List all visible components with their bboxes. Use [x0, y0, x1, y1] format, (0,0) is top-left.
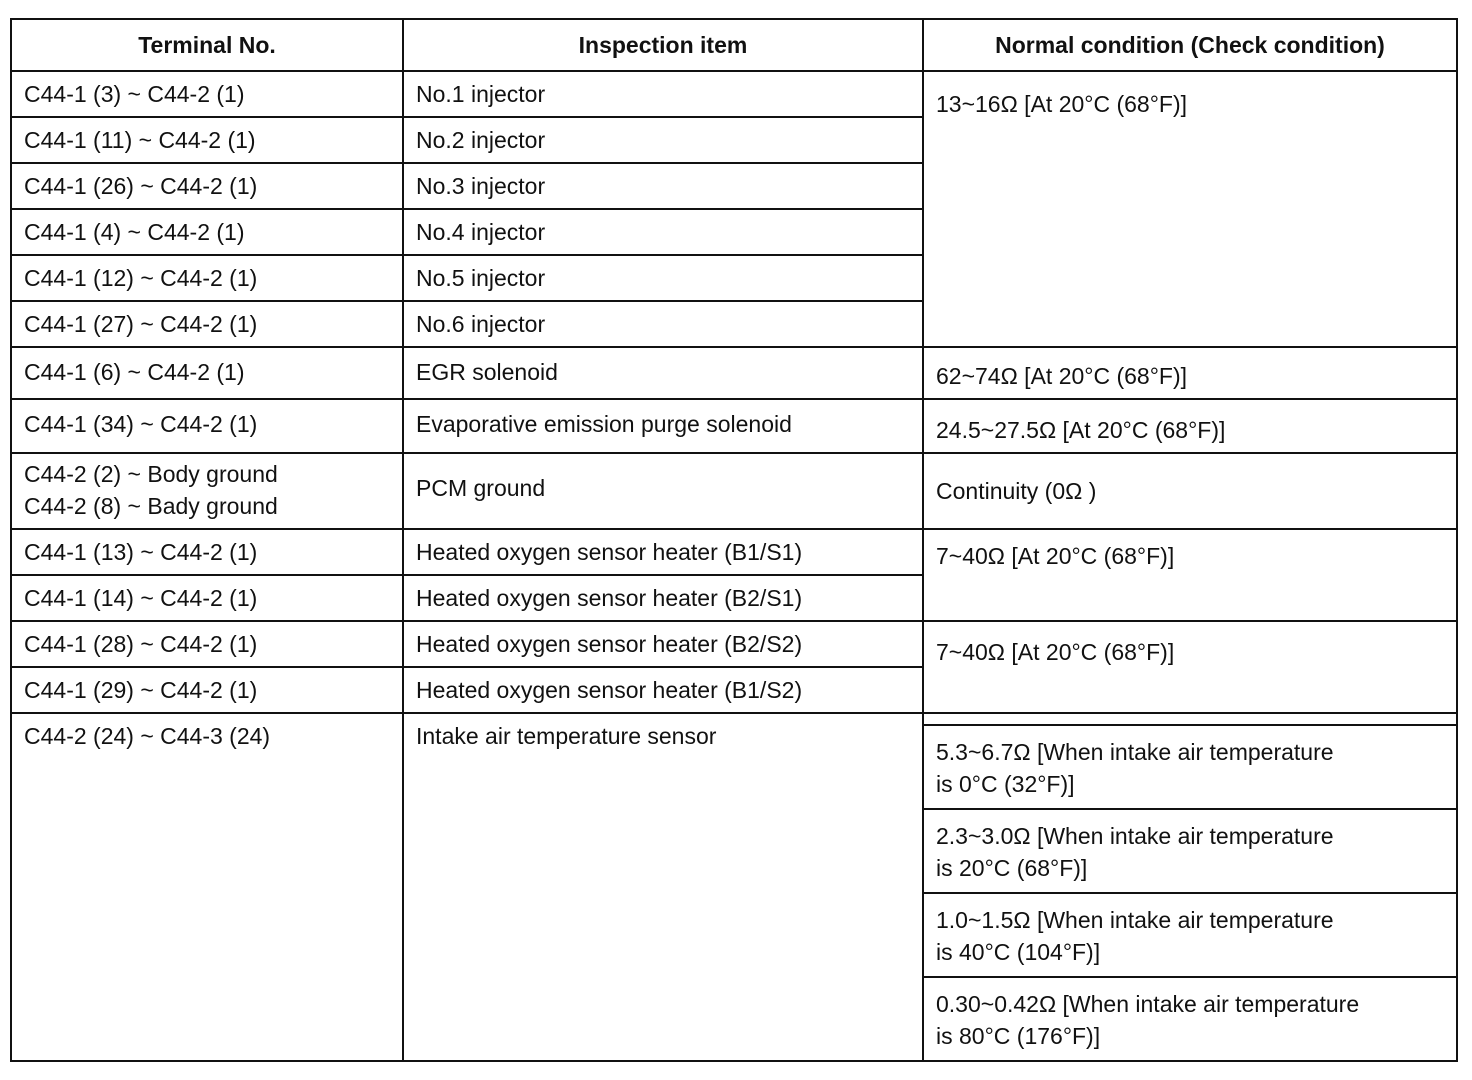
condition-line: is 20°C (68°F)] [936, 855, 1088, 881]
terminal-cell: C44-1 (14) ~ C44-2 (1) [11, 575, 403, 621]
header-terminal: Terminal No. [11, 19, 403, 71]
table-row [11, 713, 1457, 1061]
table-row [11, 453, 1457, 529]
terminal-cell: C44-1 (3) ~ C44-2 (1) [11, 71, 403, 117]
terminal-cell: C44-1 (13) ~ C44-2 (1) [11, 529, 403, 575]
item-cell: Heated oxygen sensor heater (B2/S2) [403, 621, 923, 667]
header-condition: Normal condition (Check condition) [923, 19, 1457, 71]
item-cell: Evaporative emission purge solenoid [403, 399, 923, 453]
header-row [11, 19, 1457, 71]
table-row [11, 621, 1457, 667]
condition-line: 5.3~6.7Ω [When intake air temperature [936, 739, 1334, 765]
table-row [11, 399, 1457, 453]
item-cell: No.4 injector [403, 209, 923, 255]
inspection-table-container [10, 18, 1456, 1062]
terminal-cell: C44-1 (26) ~ C44-2 (1) [11, 163, 403, 209]
terminal-cell: C44-1 (27) ~ C44-2 (1) [11, 301, 403, 347]
terminal-cell [11, 453, 403, 529]
inspection-table [10, 18, 1458, 1062]
item-cell: Heated oxygen sensor heater (B1/S1) [403, 529, 923, 575]
condition-line: is 0°C (32°F)] [936, 771, 1075, 797]
terminal-cell: C44-1 (28) ~ C44-2 (1) [11, 621, 403, 667]
condition-cell: 13~16Ω [At 20°C (68°F)] [923, 71, 1457, 347]
terminal-line: C44-2 (8) ~ Bady ground [24, 493, 278, 519]
condition-line: 1.0~1.5Ω [When intake air temperature [936, 907, 1334, 933]
condition-line: 2.3~3.0Ω [When intake air temperature [936, 823, 1334, 849]
terminal-line: C44-2 (2) ~ Body ground [24, 461, 278, 487]
condition-stack [923, 713, 1457, 1061]
terminal-cell: C44-1 (4) ~ C44-2 (1) [11, 209, 403, 255]
item-cell: Heated oxygen sensor heater (B2/S1) [403, 575, 923, 621]
condition-line: is 80°C (176°F)] [936, 1023, 1101, 1049]
item-cell: No.5 injector [403, 255, 923, 301]
condition-cell: 24.5~27.5Ω [At 20°C (68°F)] [923, 399, 1457, 453]
item-cell: PCM ground [403, 453, 923, 529]
condition-entry [924, 724, 1456, 810]
condition-line: 0.30~0.42Ω [When intake air temperature [936, 991, 1360, 1017]
terminal-cell: C44-2 (24) ~ C44-3 (24) [11, 713, 403, 1061]
item-cell: No.6 injector [403, 301, 923, 347]
item-cell: Intake air temperature sensor [403, 713, 923, 1061]
table-row [11, 347, 1457, 399]
condition-cell: 7~40Ω [At 20°C (68°F)] [923, 621, 1457, 713]
item-cell: No.2 injector [403, 117, 923, 163]
table-row [11, 529, 1457, 575]
condition-entry [924, 978, 1456, 1060]
item-cell: Heated oxygen sensor heater (B1/S2) [403, 667, 923, 713]
terminal-cell: C44-1 (11) ~ C44-2 (1) [11, 117, 403, 163]
item-cell: No.3 injector [403, 163, 923, 209]
condition-entry [924, 810, 1456, 894]
terminal-cell: C44-1 (29) ~ C44-2 (1) [11, 667, 403, 713]
header-item: Inspection item [403, 19, 923, 71]
terminal-cell: C44-1 (34) ~ C44-2 (1) [11, 399, 403, 453]
condition-cell: 7~40Ω [At 20°C (68°F)] [923, 529, 1457, 621]
condition-cell: 62~74Ω [At 20°C (68°F)] [923, 347, 1457, 399]
table-row [11, 71, 1457, 117]
item-cell: EGR solenoid [403, 347, 923, 399]
terminal-cell: C44-1 (6) ~ C44-2 (1) [11, 347, 403, 399]
condition-cell: Continuity (0Ω ) [923, 453, 1457, 529]
item-cell: No.1 injector [403, 71, 923, 117]
condition-entry [924, 894, 1456, 978]
terminal-cell: C44-1 (12) ~ C44-2 (1) [11, 255, 403, 301]
condition-line: is 40°C (104°F)] [936, 939, 1101, 965]
